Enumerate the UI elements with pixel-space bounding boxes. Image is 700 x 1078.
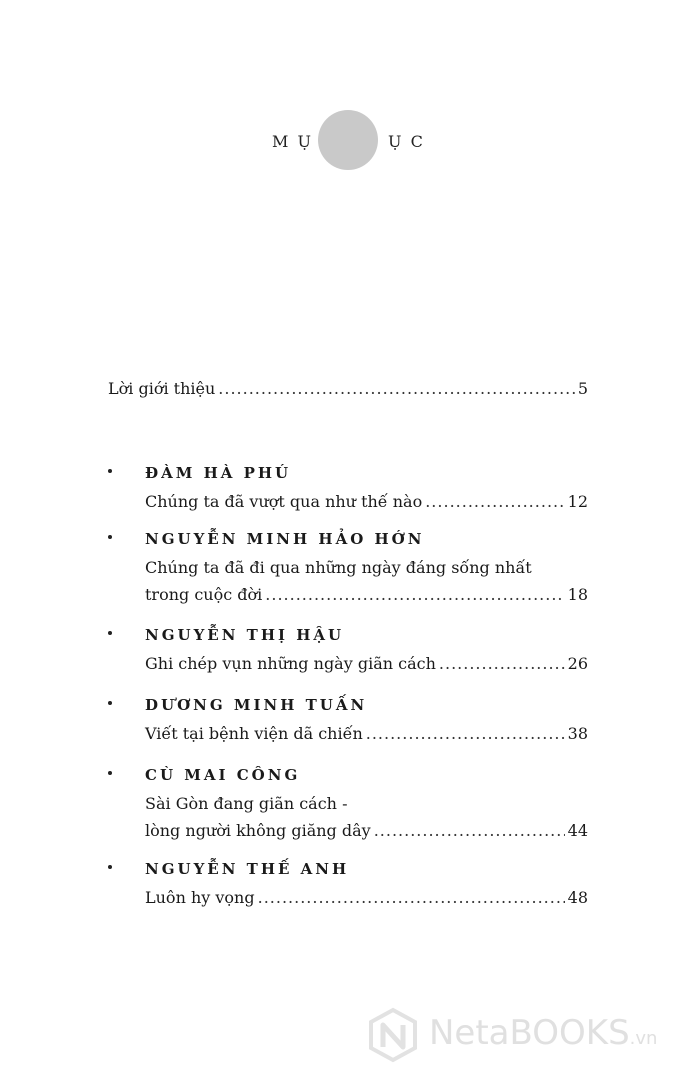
- toc-entry[interactable]: [108, 694, 588, 747]
- intro-title: Lời giới thiệu: [108, 379, 216, 398]
- netabooks-watermark: [365, 1003, 695, 1067]
- heading-left: M Ụ: [272, 132, 313, 151]
- toc-entry[interactable]: [108, 624, 588, 677]
- entry-title: Chúng ta đã vượt qua như thế nào: [145, 492, 423, 511]
- entry-title-cont: lòng người không giăng dây: [145, 821, 371, 840]
- entry-title: Sài Gòn đang giãn cách -: [145, 794, 348, 813]
- heading-right: Ụ C: [388, 132, 425, 151]
- entry-title: Luôn hy vọng: [145, 888, 255, 907]
- watermark-brand: NetaBOOKS: [429, 1013, 630, 1053]
- entry-title: Viết tại bệnh viện dã chiến: [145, 724, 363, 743]
- bullet-icon: [108, 865, 112, 869]
- author-name: CÙ MAI CÔNG: [145, 766, 301, 784]
- toc-entry[interactable]: [108, 764, 588, 844]
- author-name: NGUYỄN MINH HẢO HỚN: [145, 530, 425, 548]
- author-name: NGUYỄN THẾ ANH: [145, 860, 350, 878]
- bullet-icon: [108, 535, 112, 539]
- intro-page: 5: [577, 379, 588, 398]
- netabooks-logo-icon: [365, 1007, 421, 1063]
- toc-entry[interactable]: [108, 528, 588, 608]
- watermark-suffix: .vn: [629, 1028, 658, 1049]
- author-name: ĐÀM HÀ PHÚ: [145, 464, 292, 482]
- toc-heading: [0, 110, 700, 174]
- dot-leader: [374, 817, 565, 844]
- entry-page: 26: [567, 654, 588, 673]
- entry-page: 18: [567, 585, 588, 604]
- entry-title: Ghi chép vụn những ngày giãn cách: [145, 654, 436, 673]
- watermark-text: [429, 1013, 657, 1053]
- intro-entry[interactable]: [108, 375, 588, 402]
- bullet-icon: [108, 631, 112, 635]
- dot-leader: [425, 488, 564, 515]
- decorative-circle: [318, 110, 378, 170]
- entry-title: Chúng ta đã đi qua những ngày đáng sống nhất: [145, 558, 532, 577]
- author-name: NGUYỄN THỊ HẬU: [145, 626, 345, 644]
- entry-page: 44: [567, 821, 588, 840]
- bullet-icon: [108, 771, 112, 775]
- bullet-icon: [108, 701, 112, 705]
- dot-leader: [258, 884, 565, 911]
- author-name: DƯƠNG MINH TUẤN: [145, 696, 368, 714]
- dot-leader: [439, 650, 565, 677]
- entry-page: 48: [567, 888, 588, 907]
- dot-leader: [265, 581, 564, 608]
- entry-title-cont: trong cuộc đời: [145, 585, 263, 604]
- entry-page: 12: [567, 492, 588, 511]
- dot-leader: [366, 720, 565, 747]
- entry-page: 38: [567, 724, 588, 743]
- bullet-icon: [108, 469, 112, 473]
- toc-entry[interactable]: [108, 858, 588, 911]
- toc-entry[interactable]: [108, 462, 588, 515]
- dot-leader: [218, 375, 575, 402]
